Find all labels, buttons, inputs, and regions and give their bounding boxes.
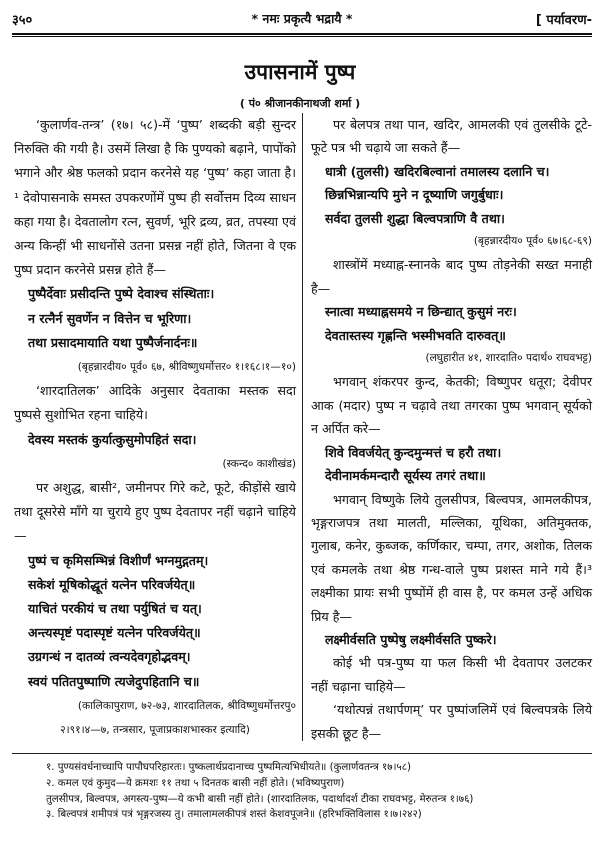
paragraph: कोई भी पत्र-पुष्प या फल किसी भी देवतापर उलटकर नहीं चढ़ाना चाहिये— [311, 655, 592, 694]
paragraph: शास्त्रोंमें मध्याह्न-स्नानके बाद पुष्प तोड़नेकी सख्त मनाही है— [311, 257, 592, 296]
paragraph: भगवान् शंकरपर कुन्द, केतकी; विष्णुपर धतूरा; देवीपर आक (मदार) पुष्प न चढ़ावे तथा तगरका पुष्प भगवान् सूर्यको न अर्पित करे— [311, 374, 592, 437]
citation: (लघुहारीत ४१, शारदाति० पदार्थ० राघवभट्ट) [425, 352, 592, 365]
verse-line: न रत्नैर्न सुवर्णेन न वित्तेन च भूरिणा। [28, 310, 192, 326]
paragraph: पर अशुद्ध, बासी², जमीनपर गिरे कटे, फूटे, कीड़ोंसे खाये तथा दूसरेसे माँगे या चुराये हुए पुष्प देवतापर नहीं चढ़ाने चाहिये— [14, 480, 296, 544]
paragraph: ‘शारदातिलक’ आदिके अनुसार देवताका मस्तक सदा पुष्पसे सुशोभित रहना चाहिये। [14, 383, 296, 423]
citation: (स्कन्द० काशीखंड) [222, 457, 296, 470]
verse-line: उग्रगन्धं न दातव्यं त्वन्यदेवगृहोद्भवम्। [28, 649, 191, 665]
verse-line: देवतास्तस्य गृह्णन्ति भस्मीभवति दारुवत्॥ [325, 327, 506, 343]
section-title: [ पर्यावरण- [535, 13, 592, 28]
paragraph: ‘कुलार्णव-तन्त्र’ (१७। ५८)-में ‘पुष्प’ शब्दकी बड़ी सुन्दर निरुक्ति की गयी है। उसमें लिखा है कि पुण्यको बढ़ाने, पापोंको भगाने और श्रेष्ठ फलको प्रदान करनेसे यह ‘पुष्प’ कहा जाता है।¹ देवोपासनाके समस्त उपकरणोंमें पुष्प ही सर्वोत्तम दिव्य साधन कहा गया है। देवतालोग रत्न, सुवर्ण, भूरि द्रव्य, व्रत, तपस्या एवं अन्य किन्हीं भी साधनोंसे उतना प्रसन्न नहीं होते, जितना वे एक पुष्प प्रदान करनेसे प्रसन्न होते हैं— [14, 117, 296, 278]
verse-line: छिन्नभिन्नान्यपि मुने न दूष्याणि जगुर्बुधाः। [325, 187, 504, 203]
footnote-rule [12, 753, 592, 754]
verse-line: अन्त्यस्पृष्टं पदास्पृष्टं यत्नेन परिवर्जयेत्॥ [28, 625, 201, 641]
footnote: तुलसीपत्र, बिल्वपत्र, अगस्त्य-पुष्प—ये कभी बासी नहीं होते। (शारदातिलक, पदार्थादर्श टीका राघवभट्ट, मेरुतन्त्र १।७६) [46, 793, 474, 805]
page-header [12, 8, 592, 30]
citation: (बृहन्नारदीय० पूर्व० ६७, श्रीविष्णुधर्मोत्तर० १।१६८।१—१०) [77, 361, 296, 374]
verse-line: स्वयं पतितपुष्पाणि त्यजेदुपहितानि च॥ [28, 673, 200, 689]
paragraph: भगवान् विष्णुके लिये तुलसीपत्र, बिल्वपत्र, आमलकीपत्र, भृङ्गराजपत्र तथा मालती, मल्लिका, यूथिका, अतिमुक्तक, गुलाब, कनेर, कुब्जक, कर्णिकार, चम्पा, तगर, अशोक, तिलक एवं कमलके तथा श्रेष्ठ गन्ध-वाले पुष्प प्रशस्त माने गये हैं।³ लक्ष्मीका प्रायः सभी पुष्पोंमें ही वास है, पर कमल उन्हें अधिक प्रिय है— [311, 491, 592, 624]
right-column [311, 113, 592, 745]
citation: (कालिकापुराण, ७२-७३, शारदातिलक, श्रीविष्णुधर्मोत्तरपु० [77, 699, 296, 712]
verse-line: देवस्य मस्तकं कुर्यात्कुसुमोपहितं सदा। [28, 431, 197, 447]
verse-line: सकेशं मूषिकोद्धूतं यत्नेन परिवर्जयेत्॥ [28, 576, 196, 592]
verse-line: शिवे विवर्जयेत् कुन्दमुन्मत्तं च हरौ तथा। [325, 444, 502, 460]
article-title: उपासनामें पुष्प [244, 60, 356, 84]
page-number: ३५० [12, 13, 33, 28]
paragraph: पर बेलपत्र तथा पान, खदिर, आमलकी एवं तुलसीके टूटे-फूटे पत्र भी चढ़ाये जा सकते हैं— [311, 117, 592, 156]
column-divider [302, 113, 303, 741]
article-author: ( पं० श्रीजानकीनाथजी शर्मा ) [239, 97, 361, 110]
footnote: ३. बिल्वपत्रं शमीपत्रं पत्रं भृङ्गरजस्य तु। तमालामलकीपत्रं शस्तं केशवपूजने॥ (हरिभक्तिविलास १।७।२४२) [46, 809, 422, 821]
verse-line: लक्ष्मीर्वसति पुष्पेषु लक्ष्मीर्वसति पुष्करे। [325, 631, 497, 647]
verse-line: धात्री (तुलसी) खदिरबिल्वानां तमालस्य दलानि च। [325, 163, 550, 179]
verse-line: तथा प्रसादमायाति यथा पुष्पैर्जनार्दनः॥ [28, 334, 198, 350]
header-motto: * नमः प्रकृत्यै भद्रायै * [251, 11, 353, 26]
verse-line: पुष्पैर्देवाः प्रसीदन्ति पुष्पे देवाश्च संस्थिताः। [28, 286, 215, 302]
paragraph: ‘यथोत्पन्नं तथार्पणम्’ पर पुष्पांजलिमें एवं बिल्वपत्रके लिये इसकी छूट है— [311, 702, 592, 741]
verse-line: देवीनामर्कमन्दारौ सूर्यस्य तगरं तथा॥ [325, 468, 486, 484]
footnotes [46, 760, 590, 823]
footnote: २. कमल एवं कुमुद—ये क्रमशः ११ तथा ५ दिनतक बासी नहीं होते। (भविष्यपुराण) [46, 777, 345, 789]
citation: २।९१।४—७, तन्त्रसार, पूजाप्रकाशभास्कर इत्यादि) [60, 724, 250, 737]
verse-line: स्नात्वा मध्याह्नसमये न छिन्द्यात् कुसुमं नरः। [325, 304, 517, 320]
citation: (बृहन्नारदीय० पूर्व० ६७।६८-६९) [473, 235, 592, 248]
verse-line: पुष्पं च कृमिसम्भिन्नं विशीर्णं भग्नमुद्गतम्। [28, 552, 209, 568]
header-rule-thin [12, 36, 592, 37]
verse-line: सर्वदा तुलसी शुद्धा बिल्वपत्राणि वै तथा। [325, 210, 505, 226]
verse-line: याचितं परकीयं च तथा पर्युषितं च यत्। [28, 601, 202, 617]
footnote: १. पुण्यसंवर्धनाच्चापि पापौघपरिहारतः। पुष्कलार्थप्रदानाच्च पुष्पमित्यभिधीयते॥ (कुलार्णवतन्त्र १७।५८) [46, 762, 411, 773]
left-column [14, 113, 296, 742]
header-rule [12, 33, 592, 35]
